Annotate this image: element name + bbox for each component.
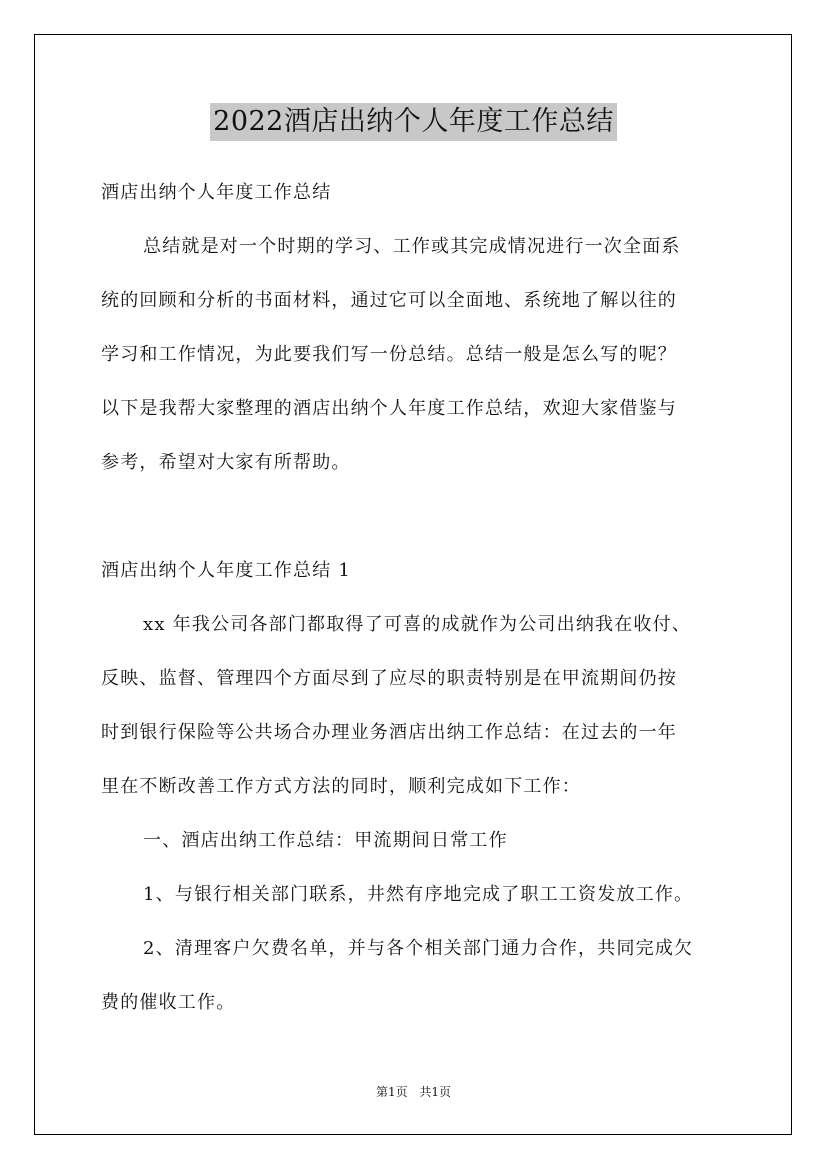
intro-line: 统的回顾和分析的书面材料，通过它可以全面地、系统地了解以往的 — [101, 290, 677, 311]
body-line: 里在不断改善工作方式方法的同时，顺利完成如下工作： — [101, 776, 581, 797]
body-line: 2、清理客户欠费名单，并与各个相关部门通力合作，共同完成欠 — [143, 938, 694, 959]
page-footer — [0, 1083, 827, 1100]
intro-line: 参考，希望对大家有所帮助。 — [101, 452, 351, 473]
section-heading: 酒店出纳个人年度工作总结 1 — [101, 560, 351, 581]
document-title: 2022酒店出纳个人年度工作总结 — [210, 103, 617, 141]
page-number: 第1页 — [375, 1085, 408, 1099]
body-line: 费的催收工作。 — [101, 992, 236, 1013]
paragraph-spacer — [101, 499, 741, 553]
body-line: 时到银行保险等公共场合办理业务酒店出纳工作总结：在过去的一年 — [101, 722, 677, 743]
document-body — [101, 175, 741, 1039]
body-line: 1、与银行相关部门联系，井然有序地完成了职工工资发放工作。 — [143, 884, 694, 905]
subtitle: 酒店出纳个人年度工作总结 — [101, 182, 332, 203]
intro-line: 总结就是对一个时期的学习、工作或其完成情况进行一次全面系 — [143, 236, 681, 257]
intro-line: 学习和工作情况，为此要我们写一份总结。总结一般是怎么写的呢？ — [101, 344, 677, 365]
body-line: 一、酒店出纳工作总结：甲流期间日常工作 — [143, 830, 508, 851]
body-line: xx 年我公司各部门都取得了可喜的成就作为公司出纳我在收付、 — [143, 614, 692, 635]
title-container — [0, 103, 827, 141]
body-line: 反映、监督、管理四个方面尽到了应尽的职责特别是在甲流期间仍按 — [101, 668, 677, 689]
intro-line: 以下是我帮大家整理的酒店出纳个人年度工作总结，欢迎大家借鉴与 — [101, 398, 677, 419]
page-total: 共1页 — [419, 1085, 452, 1099]
